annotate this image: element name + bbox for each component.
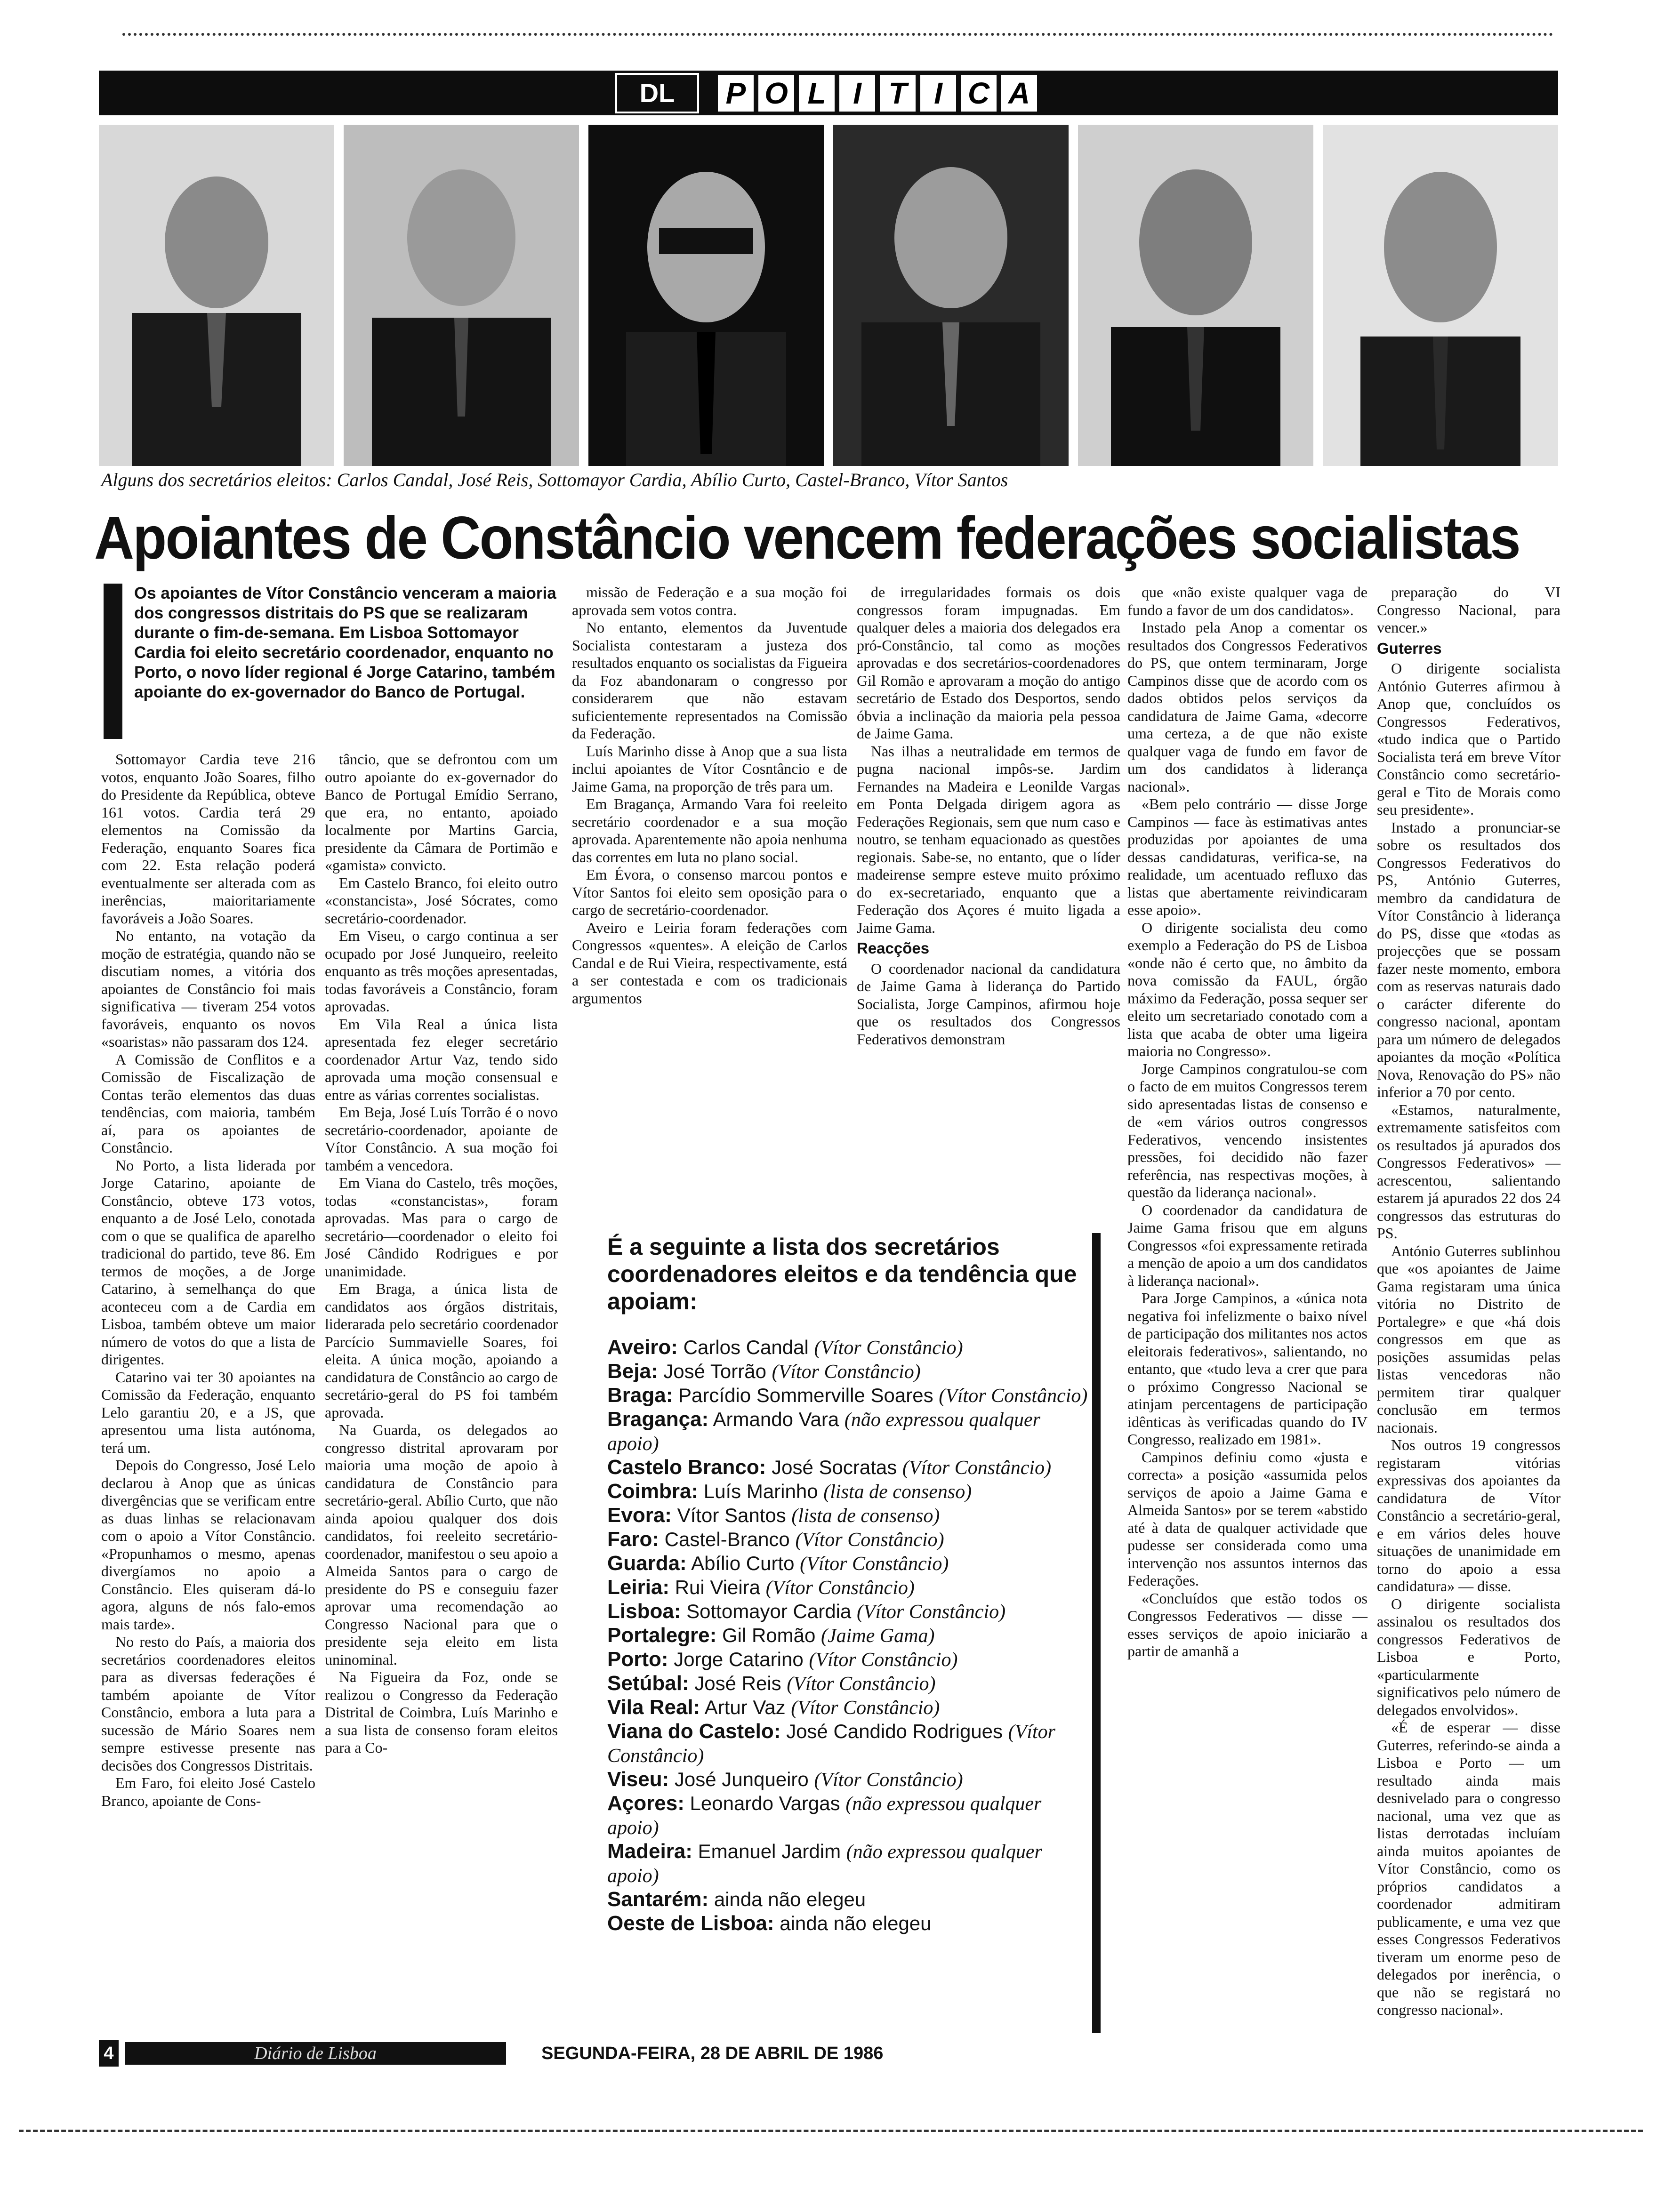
article-paragraph: António Guterres sublinhou que «os apoiantes de Jaime Gama registaram uma única vitória no Distrito de Portalegre» e que «há dois congressos em que as posições assumidas pelas listas vencedoras não permitem tirar qualquer conclusão em termos nacionais. xyxy=(1377,1242,1560,1436)
list-item-name: Emanuel Jardim xyxy=(698,1840,841,1862)
list-item xyxy=(607,1456,1092,1480)
list-item-district: Açores: xyxy=(607,1792,684,1815)
article-paragraph: que «não existe qualquer vaga de fundo a favor de um dos candidatos». xyxy=(1127,584,1367,618)
portrait-photo-3 xyxy=(588,125,824,466)
article-paragraph: Em Viana do Castelo, três moções, todas «constancistas», foram aprovadas. Mas para o cargo de secretário—coordenador o eleito foi José Cândido Rodrigues e por unanimidade. xyxy=(325,1174,558,1280)
list-item-district: Coimbra: xyxy=(607,1480,699,1503)
portrait-photo-4 xyxy=(833,125,1069,466)
subheading-guterres: Guterres xyxy=(1377,639,1442,657)
section-letter: I xyxy=(920,75,956,112)
article-paragraph: Em Braga, a única lista de candidatos aos órgãos distritais, liderarada pelo secretário coordenador Parcício Summavielle Soares, foi eleita. A única moção, apoiando a candidatura de Constâncio ao cargo de secretário-geral do PS foi também aprovada. xyxy=(325,1280,558,1421)
article-paragraph: Nas ilhas a neutralidade em termos de pugna nacional impôs-se. Jardim Fernandes na Madeira e Leonilde Vargas em Ponta Delgada dirigem agora as Federações Regionais, sem que num caso e noutro, se tenham equacionado as questões regionais. Sabe-se, no entanto, que o líder madeirense sempre esteve muito próximo do ex-secretariado, enquanto que a Federação dos Açores é muito ligada a Jaime Gama. xyxy=(857,742,1120,936)
list-item xyxy=(607,1480,1092,1504)
portrait-photo-6 xyxy=(1323,125,1558,466)
article-paragraph: Na Guarda, os delegados ao congresso distrital aprovaram por maioria uma moção de apoio à candidatura de Constâncio para secretário-geral. Abílio Curto, que não ainda apoiou qualquer dos dois candidatos, foi reeleito secretário-coordenador, manifestou o seu apoio a Almeida Santos para o cargo de presidente do PS e conseguiu fazer aprovar uma recomendação ao Congresso Nacional para que o presidente seja eleito em lista uninominal. xyxy=(325,1421,558,1668)
list-item xyxy=(607,1912,1092,1936)
list-item-tendency: (Vítor Constâncio) xyxy=(607,1721,1056,1767)
article-paragraph: No Porto, a lista liderada por Jorge Catarino, apoiante de Constâncio, obteve 173 votos, enquanto a de José Lelo, conotada com o que se qualifica de aparelho tradicional do partido, teve 86. Em termos de moções, a de Jorge Catarino, à semelhança do que aconteceu com a de Cardia em Lisboa, também obteve um maior número de votos do que a lista de dirigentes. xyxy=(101,1156,315,1368)
list-box-title: É a seguinte a lista dos secretários coordenadores eleitos e da tendência que apoiam: xyxy=(607,1234,1077,1314)
text-column-1 xyxy=(101,751,315,2045)
list-item-name: Abílio Curto xyxy=(691,1552,795,1574)
page-number: 4 xyxy=(99,2040,119,2067)
article-paragraph: missão de Federação e a sua moção foi aprovada sem votos contra. xyxy=(572,584,847,618)
article-paragraph: Instado a pronunciar-se sobre os resultados dos Congressos Federativos do PS, António Guterres, membro da candidatura de Vítor Constâncio à liderança do PS, disse que «todas as projecções que se possam fazer neste momento, embora com as reservas naturais dado o carácter diferente do congresso nacional, apontam para um número de delegados apoiantes da moção «Política Nova, Renovação do PS» não inferior a 70 por cento. xyxy=(1377,818,1560,1100)
article-paragraph: Em Vila Real a única lista apresentada fez eleger secretário coordenador Artur Vaz, tendo sido aprovada uma moção consensual e entre as várias correntes socialistas. xyxy=(325,1015,558,1103)
list-item-tendency: (Vítor Constâncio) xyxy=(800,1553,949,1575)
article-paragraph: Luís Marinho disse à Anop que a sua lista inclui apoiantes de Vítor Cosntâncio e de Jaime Gama, na proporção de três para um. xyxy=(572,742,847,795)
article-paragraph: Depois do Congresso, José Lelo declarou à Anop que as únicas divergências que se verificam entre as duas linhas se relacionavam com o apoio a Vítor Constâncio. «Propunhamos o mesmo, apenas divergíamos no apoio a Constâncio. Eles quiseram dá-lo agora, alguns de nós falo-emos mais tarde». xyxy=(101,1457,315,1633)
list-item-name: Carlos Candal xyxy=(683,1336,809,1358)
list-item-district: Castelo Branco: xyxy=(607,1456,766,1479)
list-item-tendency: (lista de consenso) xyxy=(823,1481,972,1503)
list-item-district: Porto: xyxy=(607,1648,668,1671)
list-item-tendency: (não expressou qualquer apoio) xyxy=(607,1841,1042,1887)
list-item-tendency: (Vítor Constâncio) xyxy=(814,1769,963,1791)
article-paragraph: Instado pela Anop a comentar os resultados dos Congressos Federativos do PS, que ontem terminaram, Jorge Campinos disse que de acordo com os dados obtidos pelos serviços da candidatura de Jaime Gama, «decorre uma certeza, a de que não existe qualquer vaga de fundo em favor de um dos candidatos à liderança nacional». xyxy=(1127,619,1367,795)
secretaries-list-box xyxy=(607,1233,1101,2033)
article-paragraph: Jorge Campinos congratulou-se com o facto de em muitos Congressos terem sido apresentadas listas de consenso e de «em vários outros congressos Federativos, vencendo insistentes pressões, foi decidido não fazer referência, nas respectivas moções, à questão da liderança nacional». xyxy=(1127,1060,1367,1201)
publication-date: SEGUNDA-FEIRA, 28 DE ABRIL DE 1986 xyxy=(541,2044,884,2063)
list-item xyxy=(607,1552,1092,1576)
article-lead: Os apoiantes de Vítor Constâncio venceram a maioria dos congressos distritais do PS que se realizaram durante o fim-de-semana. Em Lisboa Sottomayor Cardia foi eleito secretário coordenador, enquanto no Porto, o novo líder regional é Jorge Catarino, também apoiante do ex-governador do Banco de Portugal. xyxy=(134,584,556,701)
portrait-photo-2 xyxy=(344,125,579,466)
article-paragraph: Catarino vai ter 30 apoiantes na Comissão da Federação, enquanto Lelo garantiu 20, e a JS, que apresentou uma lista autónoma, terá um. xyxy=(101,1368,315,1456)
list-item-district: Setúbal: xyxy=(607,1672,689,1695)
list-item xyxy=(607,1528,1092,1552)
list-item-tendency: (Vítor Constâncio) xyxy=(902,1457,1052,1479)
list-item-name: José Candido Rodrigues xyxy=(786,1720,1003,1742)
list-item xyxy=(607,1624,1092,1648)
list-item xyxy=(607,1768,1092,1792)
section-letter: C xyxy=(961,75,997,112)
article-paragraph: O coordenador nacional da candidatura de Jaime Gama à liderança do Partido Socialista, Jorge Campinos, afirmou hoje que os resultados dos Congressos Federativos demonstram xyxy=(857,960,1120,1048)
section-letter: T xyxy=(880,75,916,112)
article-paragraph: Em Évora, o consenso marcou pontos e Vítor Santos foi eleito sem oposição para o cargo de secretário-coordenador. xyxy=(572,866,847,918)
list-item xyxy=(607,1888,1092,1912)
list-item xyxy=(607,1408,1092,1456)
list-item-district: Viseu: xyxy=(607,1768,669,1791)
list-item-district: Braga: xyxy=(607,1384,673,1407)
list-item xyxy=(607,1504,1092,1528)
list-item-name: José Junqueiro xyxy=(674,1768,809,1790)
article-paragraph: Nos outros 19 congressos registaram vitórias expressivas dos apoiantes da candidatura de Vítor Constâncio a secretário-geral, e em vários deles houve situações de unanimidade em torno do apoio a essa candidatura» — disse. xyxy=(1377,1436,1560,1595)
article-paragraph: O coordenador da candidatura de Jaime Gama frisou que em alguns Congressos «foi expressamente retirada a menção de apoio a um dos candidatos à liderança nacional». xyxy=(1127,1201,1367,1289)
list-item xyxy=(607,1384,1092,1408)
list-item-tendency: (Jaime Gama) xyxy=(821,1625,935,1647)
article-paragraph: O dirigente socialista assinalou os resultados dos congressos Federativos de Lisboa e Porto, «particularmente significativos pelo número de delegados envolvidos». xyxy=(1377,1595,1560,1718)
text-column-3 xyxy=(572,584,847,1228)
article-paragraph: Em Bragança, Armando Vara foi reeleito secretário coordenador e a sua moção aprovada. Aparentemente não apoia nenhuma das correntes em luta no plano social. xyxy=(572,795,847,866)
list-item-district: Bragança: xyxy=(607,1408,709,1431)
photo-caption: Alguns dos secretários eleitos: Carlos Candal, José Reis, Sottomayor Cardia, Abílio Curto, Castel-Branco, Vítor Santos xyxy=(101,469,1008,490)
list-item-tendency: (Vítor Constâncio) xyxy=(787,1673,936,1695)
list-item-district: Beja: xyxy=(607,1360,658,1383)
photo-strip xyxy=(99,125,1558,466)
list-item-name: Parcídio Sommerville Soares xyxy=(678,1384,933,1406)
list-item xyxy=(607,1720,1092,1768)
list-item-tendency: (Vítor Constâncio) xyxy=(809,1649,958,1671)
list-item xyxy=(607,1648,1092,1672)
article-paragraph: de irregularidades formais os dois congressos foram impugnadas. Em qualquer deles a maioria dos delegados era pró-Constâncio, tal como as moções aprovadas e dos secretários-coordenadores Gil Romão e aprovaram a moção do antigo secretário de Estado dos Desportos, sendo óbvia a inclinação da maioria pela pessoa de Jaime Gama. xyxy=(857,584,1120,742)
article-paragraph: O dirigente socialista António Guterres afirmou à Anop que, concluídos os Congressos Federativos, «tudo indica que o Partido Socialista terá em breve Vítor Constâncio como secretário-geral e Tito de Morais como seu presidente». xyxy=(1377,660,1560,818)
section-title xyxy=(718,75,1042,112)
list-item-tendency: (Vítor Constâncio) xyxy=(856,1601,1006,1623)
section-letter: O xyxy=(758,75,794,112)
list-item-tendency: (não expressou qualquer apoio) xyxy=(607,1793,1042,1839)
section-letter: I xyxy=(839,75,875,112)
list-item xyxy=(607,1840,1092,1888)
list-item-district: Portalegre: xyxy=(607,1624,717,1647)
list-item xyxy=(607,1576,1092,1600)
list-item-district: Guarda: xyxy=(607,1552,687,1575)
article-paragraph: A Comissão de Conflitos e a Comissão de Fiscalização de Contas terão elementos das duas tendências, com maioria, também aí, para os apoiantes de Constâncio. xyxy=(101,1050,315,1156)
article-paragraph: Campinos definiu como «justa e correcta» a posição «assumida pelos serviços de apoio a Jaime Gama e Almeida Santos» por se terem «abstido até à data de qualquer actividade que pudesse ser considerada como uma intervenção nos assuntos internos das Federações. xyxy=(1127,1448,1367,1589)
list-item-district: Oeste de Lisboa: xyxy=(607,1912,774,1935)
article-paragraph: O dirigente socialista deu como exemplo a Federação do PS de Lisboa «onde não é certo que, no âmbito da nova comissão da FAUL, órgão máximo da Federação, possa sequer ser eleito um secretariado conotado com a lista que acaba de obter uma ligeira maioria no Congresso». xyxy=(1127,919,1367,1059)
text-column-4 xyxy=(857,584,1120,1228)
list-item-name: José Reis xyxy=(694,1672,781,1694)
section-letter: P xyxy=(718,75,754,112)
article-paragraph: «Bem pelo contrário — disse Jorge Campinos — face às estimativas antes produzidas por apoiantes de uma dessas candidaturas, verifica-se, na realidade, um acentuado refluxo das listas que abertamente reivindicaram esse apoio». xyxy=(1127,795,1367,918)
lead-accent-bar xyxy=(104,584,122,739)
list-item-tendency: (lista de consenso) xyxy=(791,1505,940,1527)
list-item-name: Gil Romão xyxy=(722,1624,816,1646)
list-item-name: Vítor Santos xyxy=(677,1504,786,1526)
section-letter: A xyxy=(1001,75,1037,112)
article-paragraph: tâncio, que se defrontou com um outro apoiante do ex-governador do Banco de Portugal Emídio Serrano, que era, no entanto, apoiado localmente por Martins Garcia, presidente da Câmara de Portimão e «gamista» convicto. xyxy=(325,751,558,874)
list-item xyxy=(607,1360,1092,1384)
article-paragraph: No entanto, elementos da Juventude Socialista contestaram a justeza dos resultados enquanto os socialistas da Figueira da Foz abandonaram o congresso por considerarem que não estavam suficientemente representados na Comissão da Federação. xyxy=(572,619,847,742)
article-headline: Apoiantes de Constâncio vencem federações socialistas xyxy=(94,505,1520,572)
list-item-district: Faro: xyxy=(607,1528,659,1551)
list-item-name: Rui Vieira xyxy=(675,1576,761,1598)
list-item-tendency: (Vítor Constâncio) xyxy=(772,1361,921,1383)
subheading-reaccoes: Reacções xyxy=(857,939,930,957)
list-item-tendency: (Vítor Constâncio) xyxy=(795,1529,944,1551)
text-column-5 xyxy=(1127,584,1367,2024)
portrait-photo-5 xyxy=(1078,125,1313,466)
list-item-name: Armando Vara xyxy=(713,1408,839,1430)
article-paragraph: Sottomayor Cardia teve 216 votos, enquanto João Soares, filho do Presidente da República, obteve 161 votos. Cardia terá 29 elementos na Comissão da Federação, enquanto Soares fica com 22. Esta relação poderá eventualmente ser alterada com as inerências, maioritariamente favoráveis a João Soares. xyxy=(101,751,315,927)
list-item xyxy=(607,1672,1092,1696)
list-item-district: Lisboa: xyxy=(607,1600,681,1623)
text-column-6 xyxy=(1377,584,1560,2024)
list-item-name: ainda não elegeu xyxy=(780,1912,932,1934)
article-paragraph: «Concluídos que estão todos os Congressos Federativos — disse — esses serviços de apoio iniciarão a partir de amanhã a xyxy=(1127,1589,1367,1659)
article-paragraph: Em Castelo Branco, foi eleito outro «constancista», José Sócrates, como secretário-coordenador. xyxy=(325,874,558,927)
article-paragraph: No resto do País, a maioria dos secretários coordenadores eleitos para as diversas federações é também apoiante de Vítor Constâncio, embora a luta para a sucessão de Mário Soares nem sempre estivesse presente nas decisões dos Congressos Distritais. xyxy=(101,1633,315,1774)
list-item-district: Madeira: xyxy=(607,1840,692,1863)
list-item-tendency: (Vítor Constâncio) xyxy=(814,1337,963,1359)
list-item-name: Castel-Branco xyxy=(664,1528,790,1550)
list-item-tendency: (Vítor Constâncio) xyxy=(939,1385,1088,1407)
list-item xyxy=(607,1336,1092,1360)
section-letter: L xyxy=(799,75,835,112)
list-item xyxy=(607,1696,1092,1720)
article-paragraph: Para Jorge Campinos, a «única nota negativa foi infelizmente o baixo nível de participação dos militantes nos actos eleitorais federativos», salientando, no entanto, que «tudo leva a crer que para o próximo Congresso Nacional se atinjam percentagens de participação idênticas às verificadas quando do IV Congresso, realizado em 1981». xyxy=(1127,1290,1367,1448)
bottom-dashed-rule xyxy=(19,2130,1643,2132)
section-header xyxy=(99,71,1558,115)
list-item-district: Vila Real: xyxy=(607,1696,700,1719)
footer-masthead: Diário de Lisboa xyxy=(125,2042,506,2065)
page-footer xyxy=(99,2040,1558,2068)
list-item-name: Luís Marinho xyxy=(703,1480,818,1502)
list-item-name: Leonardo Vargas xyxy=(690,1792,840,1814)
list-item-name: José Socratas xyxy=(772,1456,897,1478)
article-paragraph: preparação do VI Congresso Nacional, para vencer.» xyxy=(1377,584,1560,636)
article-paragraph: Na Figueira da Foz, onde se realizou o Congresso da Federação Distrital de Coimbra, Luís Marinho e a sua lista de consenso foram eleitos para a Co- xyxy=(325,1668,558,1756)
list-item-district: Evora: xyxy=(607,1504,672,1527)
list-item-tendency: (não expressou qualquer apoio) xyxy=(607,1409,1040,1455)
text-column-2 xyxy=(325,751,558,2045)
list-item-name: ainda não elegeu xyxy=(714,1888,866,1910)
list-item-name: Artur Vaz xyxy=(704,1696,786,1718)
list-item-tendency: (Vítor Constâncio) xyxy=(791,1697,940,1719)
list-item xyxy=(607,1600,1092,1624)
newspaper-logo: DL xyxy=(615,73,699,113)
list-item-district: Viana do Castelo: xyxy=(607,1720,781,1743)
article-paragraph: No entanto, na votação da moção de estratégia, quando não se discutiam nomes, a vitória dos apoiantes de Constâncio foi mais significativa — tiveram 254 votos favoráveis, enquanto os novos «soaristas» não passaram dos 124. xyxy=(101,927,315,1050)
list-item-district: Leiria: xyxy=(607,1576,670,1599)
list-item-name: Jorge Catarino xyxy=(674,1648,804,1670)
article-paragraph: Em Faro, foi eleito José Castelo Branco, apoiante de Cons- xyxy=(101,1774,315,1809)
article-paragraph: Aveiro e Leiria foram federações com Congressos «quentes». A eleição de Carlos Candal e de Rui Vieira, respectivamente, está a ser contestada e com os tradicionais argumentos xyxy=(572,919,847,1007)
article-paragraph: «Estamos, naturalmente, extremamente satisfeitos com os resultados já apurados dos Congressos Federativos» — acrescentou, salientando estarem já apurados 22 dos 24 congressos das estruturas do PS. xyxy=(1377,1101,1560,1242)
list-item xyxy=(607,1792,1092,1840)
portrait-photo-1 xyxy=(99,125,334,466)
article-paragraph: Em Beja, José Luís Torrão é o novo secretário-coordenador, apoiante de Vítor Constâncio. A sua moção foi também a vencedora. xyxy=(325,1104,558,1174)
article-paragraph: «É de esperar — disse Guterres, referindo-se ainda a Lisboa e Porto — um resultado ainda mais desnivelado para o congresso nacional, uma vez que as listas derrotadas incluíam ainda muitos apoiantes de Vítor Constâncio, como os próprios candidatos a coordenador admitiram publicamente, e uma vez que esses Congressos Federativos tiveram um enorme peso de delegados por inerência, o que não se registará no congresso nacional». xyxy=(1377,1719,1560,2018)
list-item-district: Aveiro: xyxy=(607,1336,678,1359)
list-item-district: Santarém: xyxy=(607,1888,709,1911)
list-item-name: Sottomayor Cardia xyxy=(686,1600,852,1622)
article-paragraph: Em Viseu, o cargo continua a ser ocupado por José Junqueiro, reeleito enquanto as três moções apresentadas, todas favoráveis a Constâncio, foram aprovadas. xyxy=(325,927,558,1015)
list-item-name: José Torrão xyxy=(663,1360,766,1382)
list-item-tendency: (Vítor Constâncio) xyxy=(765,1577,915,1599)
top-dotted-rule xyxy=(122,33,1553,36)
